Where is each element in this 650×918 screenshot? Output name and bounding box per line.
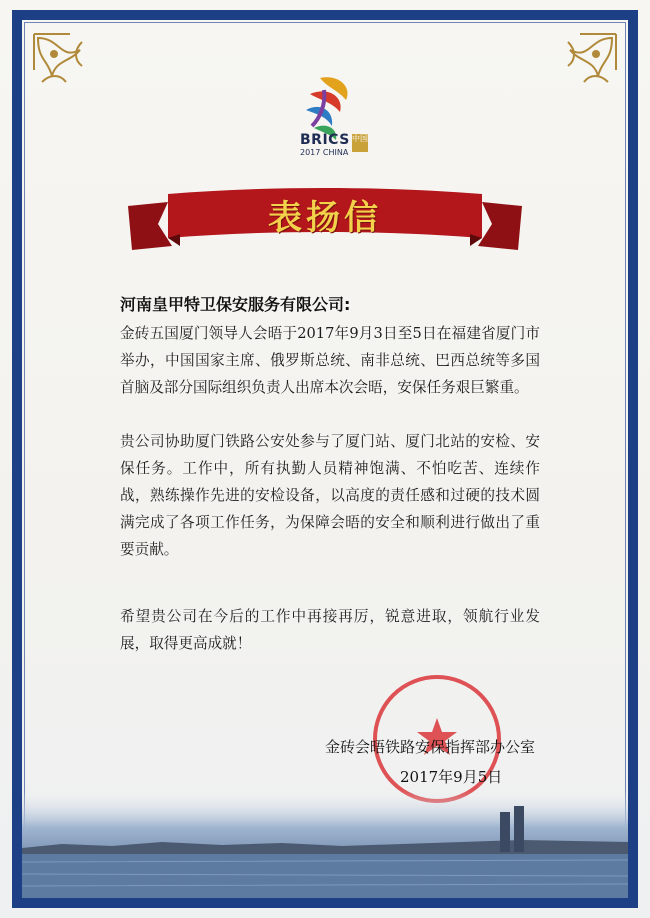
signature-org: 金砖会晤铁路安保指挥部办公室 — [325, 738, 536, 756]
china-badge: 中国 — [352, 134, 368, 152]
brics-wordmark: BRICS — [300, 132, 350, 148]
corner-ornament-right-icon — [548, 30, 620, 102]
paragraph-1: 金砖五国厦门领导人会晤于2017年9月3日至5日在福建省厦门市举办，中国国家主席、俄罗斯总统、南非总统、巴西总统等多国首脑及部分国际组织负责人出席本次会晤，安保任务艰巨繁重。 — [120, 325, 540, 396]
paragraph-3: 希望贵公司在今后的工作中再接再厉，锐意进取，领航行业发展，取得更高成就！ — [120, 608, 540, 652]
paragraph-2: 贵公司协助厦门铁路公安处参与了厦门站、厦门北站的安检、安保任务。工作中，所有执勤人员精神饱满、不怕吃苦、连续作战，熟练操作先进的安检设备，以高度的责任感和过硬的技术圆满完成了各项工作任务，为保障会晤的安全和顺利进行做出了重要贡献。 — [120, 433, 540, 558]
letter-title: 表扬信 — [268, 198, 382, 238]
brics-subtitle: 2017 CHINA — [300, 148, 349, 157]
corner-ornament-left-icon — [30, 30, 102, 102]
salutation: 河南皇甲特卫保安服务有限公司: — [120, 295, 351, 314]
harbor-skyline-image — [22, 790, 628, 898]
signature-date: 2017年9月5日 — [400, 768, 503, 786]
